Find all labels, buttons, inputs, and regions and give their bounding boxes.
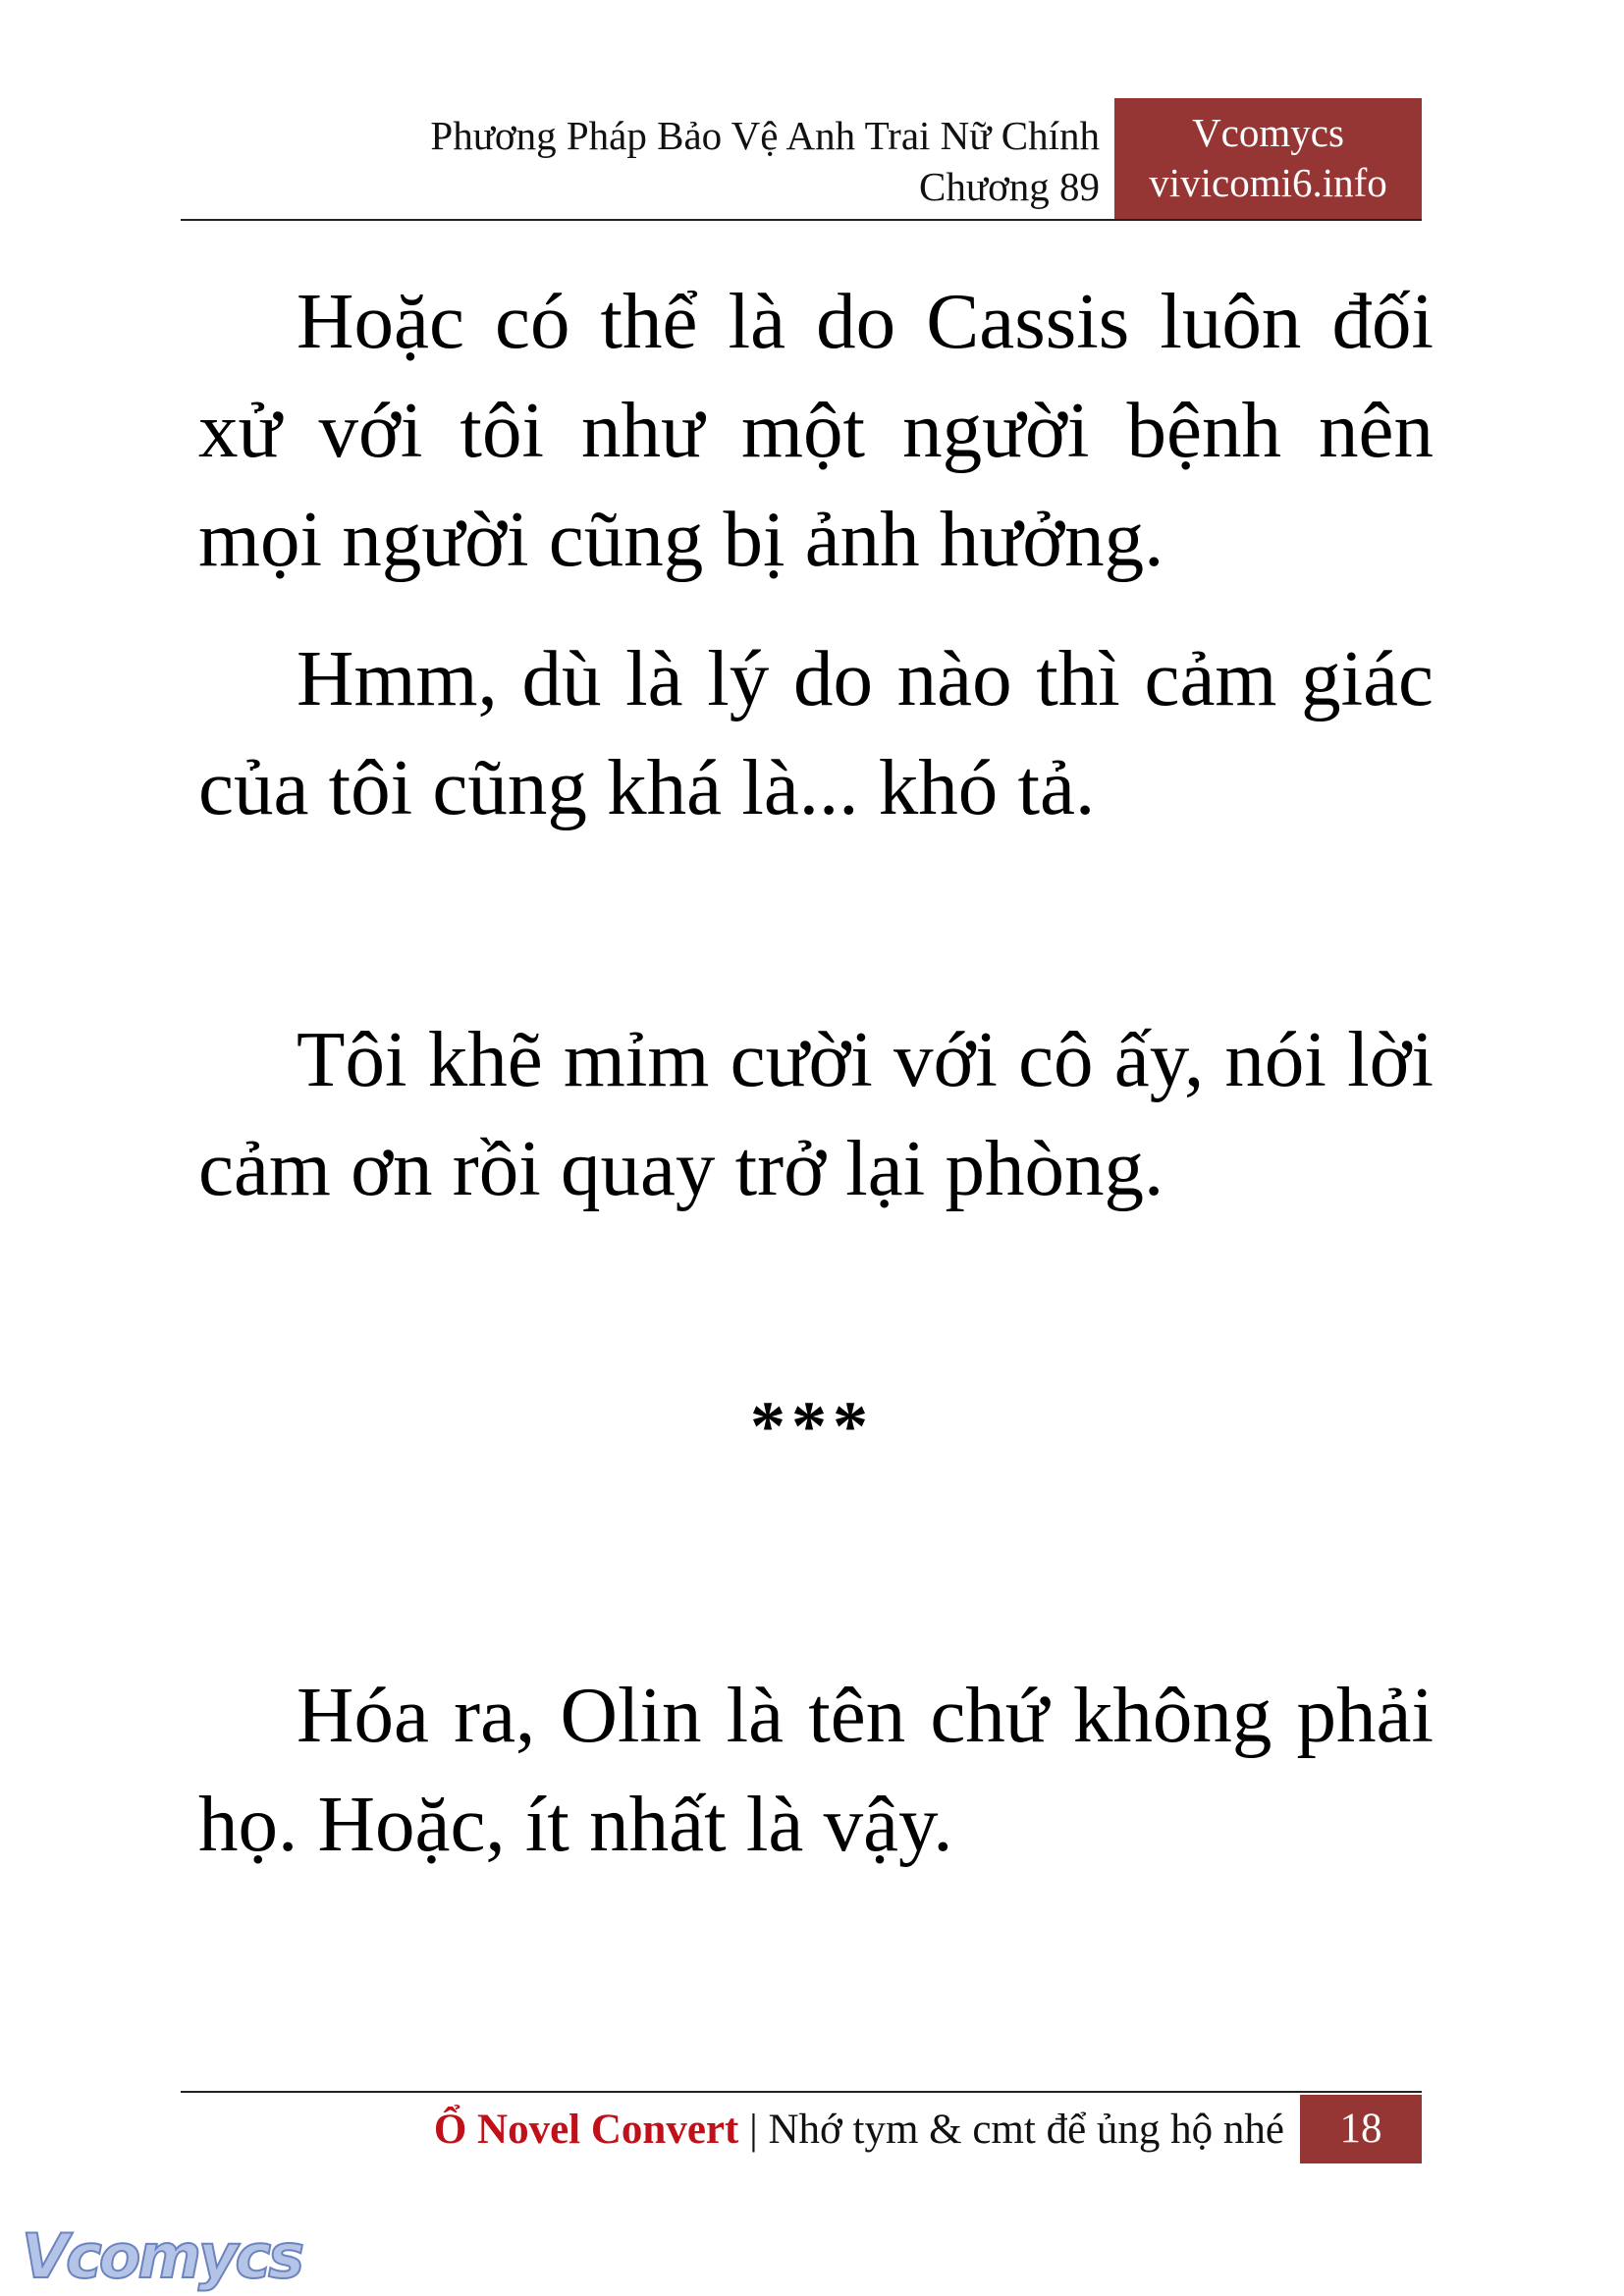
book-title: Phương Pháp Bảo Vệ Anh Trai Nữ Chính <box>430 113 1100 158</box>
paragraph: Hoặc có thể là do Cassis luôn đối xử với tôi như một người bệnh nên mọi người cũng bị ảnh hưởng. <box>198 277 1434 583</box>
header-badge <box>1114 98 1422 219</box>
footer-separator: | <box>749 2107 758 2153</box>
page-header <box>295 110 1100 212</box>
chapter-label: Chương 89 <box>919 164 1100 209</box>
footer-brand: Ổ Novel Convert <box>433 2107 739 2153</box>
badge-site-name: Vcomycs <box>1192 110 1344 155</box>
page-footer <box>196 2101 1284 2160</box>
footer-message: Nhớ tym & cmt để ủng hộ nhé <box>768 2107 1284 2153</box>
page-number: 18 <box>1300 2095 1422 2163</box>
paragraph: Tôi khẽ mỉm cười với cô ấy, nói lời cảm ơn rồi quay trở lại phòng. <box>198 1015 1434 1212</box>
paragraph: Hóa ra, Olin là tên chứ không phải họ. Hoặc, ít nhất là vậy. <box>198 1671 1434 1868</box>
header-divider <box>181 219 1422 221</box>
badge-site-url: vivicomi6.info <box>1149 160 1387 205</box>
footer-divider <box>181 2091 1422 2093</box>
paragraph: Hmm, dù là lý do nào thì cảm giác của tôi cũng khá là... khó tả. <box>198 634 1434 831</box>
scene-break: *** <box>750 1387 874 1466</box>
watermark-logo: Vcomycs <box>22 2220 302 2292</box>
